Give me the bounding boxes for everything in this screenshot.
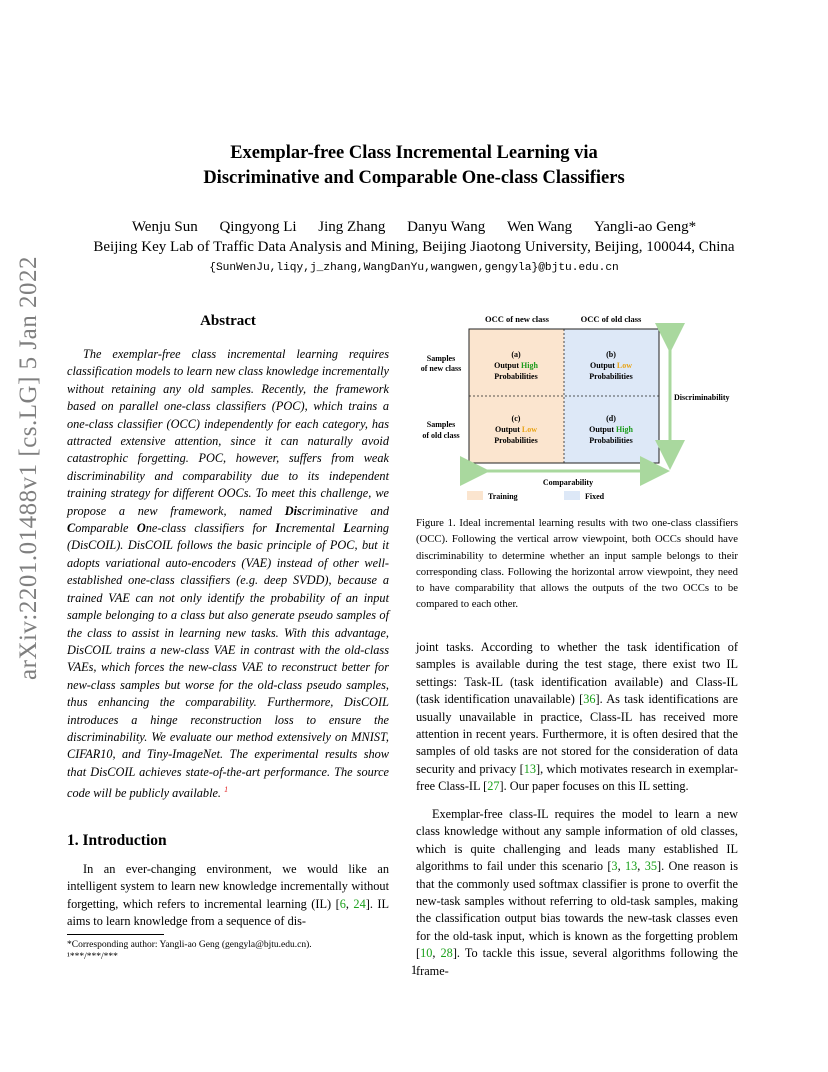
cell-c-prob: Probabilities	[494, 436, 538, 445]
col-header-old: OCC of old class	[580, 314, 642, 324]
cell-a-output: Output High	[494, 361, 538, 370]
name-part: earning	[350, 521, 390, 536]
author: Jing Zhang	[318, 219, 386, 235]
abstract-heading: Abstract	[200, 313, 256, 329]
citation-link[interactable]: 6	[339, 896, 346, 911]
name-bold: Dis	[284, 503, 302, 518]
comparability-label: Comparability	[542, 478, 594, 487]
citation-link[interactable]: 24	[353, 896, 366, 911]
cell-d-output: Output High	[589, 425, 633, 434]
abstract-body	[67, 346, 389, 803]
body-text: ]. One reason is that the commonly used softmax classifier is prone to overfit the new-task samples without referring to old-task samples, making the classification output bias towards the new-task classes even for the old-task input, which is known as the forgetting problem [	[416, 859, 738, 961]
citation-link[interactable]: 10	[420, 946, 433, 961]
right-paragraph-2: Exemplar-free class-IL requires the model to learn a new class knowledge without any sample information of old classes, which is quite challenging and leads many established IL algorithms to fail under this scenario [3, 13, 35]. One reason is that the commonly used softmax classifier is prone to overfit the new-task samples without referring to old-task samples, making the classification output bias towards the new-task classes even for the old-task input, which is known as the forgetting problem [10, 28]. To tackle this issue, several algorithms following the frame-	[416, 807, 738, 978]
right-paragraph-1	[416, 639, 738, 796]
citation-link[interactable]: 28	[440, 946, 453, 961]
author: Qingyong Li	[219, 219, 297, 235]
row-header-new-2: of new class	[420, 364, 462, 373]
body-text: ]. To tackle this issue, several algorithms following the frame-	[416, 946, 738, 978]
name-bold: I	[275, 521, 281, 536]
body-text: ]. As task identifications are usually unavailable in practice, Class-IL has received more attention in recent years. Furthermore, it is often desired that the samples of old tasks are not stored for the consideration of data security and privacy [	[416, 692, 738, 776]
name-part: criminative and	[301, 503, 389, 518]
intro-text: ]. IL aims to learn knowledge from a sequence of dis-	[67, 896, 389, 929]
body-text: joint tasks. According to whether the task identification of samples is available during the test stage, there exist two IL settings: Task-IL (task identification available) and Class-IL (task identification unavailable) [	[416, 640, 738, 707]
row-header-old-2: of old class	[422, 431, 460, 440]
legend-fixed-label: Fixed	[585, 492, 605, 501]
citation-link[interactable]: 35	[644, 859, 658, 874]
col-header-new: OCC of new class	[485, 314, 549, 324]
citation-link[interactable]: 13	[523, 761, 537, 776]
paper-title	[0, 141, 828, 191]
figure-1-caption: Figure 1. Ideal incremental learning results with two one-class classifiers (OCC). Following the vertical arrow viewpoint, both OCCs should have discriminability to determine whether an input sample belongs to their corresponding class. Following the horizontal arrow viewpoint, they need to have comparability that allows the outputs of the two OCCs to be compared to each other.	[416, 517, 738, 611]
name-bold: C	[67, 521, 76, 536]
legend-training-swatch	[467, 491, 483, 500]
legend-training-label: Training	[488, 492, 518, 501]
legend-fixed-swatch	[564, 491, 580, 500]
title-line-2: Discriminative and Comparable One-class Classifiers	[203, 168, 625, 188]
author-list	[0, 219, 828, 236]
discriminability-label: Discriminability	[674, 393, 730, 402]
footnote-code: ¹***/***/***	[67, 952, 118, 962]
intro-heading: 1. Introduction	[67, 832, 167, 849]
citation-link[interactable]: 27	[487, 779, 500, 794]
page-number: 1	[410, 962, 418, 977]
abstract-text-2: (DisCOIL). DisCOIL follows the basic principle of POC, but it adopts variational auto-encoders (VAE) instead of other well-established one-class classifiers (e.g. deep SVDD), because a trained VAE can not only identify the probability of an input sample belonging to a class but also generate pseudo samples of the class to assist in learning new tasks. With this advantage, DisCOIL trains a new-class VAE in contrast with the old-class VAEs, which forces the new-class VAE to reconstruct better for new-class samples but worse for the old-class pseudo samples, thus enhancing the comparability. Furthermore, DisCOIL introduces a hinge reconstruction loss to ensure the discriminability. We evaluate our method extensively on MNIST, CIFAR10, and Tiny-ImageNet. The experimental results show that DisCOIL achieves state-of-the-art performance. The source code will be publicly available.	[67, 538, 389, 801]
cell-d-label: (d)	[606, 414, 616, 423]
footnote-corresponding: *Corresponding author: Yangli-ao Geng (gengyla@bjtu.edu.cn).	[67, 940, 312, 950]
cell-a-prob: Probabilities	[494, 372, 538, 381]
body-text: ]. Our paper focuses on this IL setting.	[499, 779, 689, 794]
author: Danyu Wang	[407, 219, 486, 235]
citation-link[interactable]: 13	[625, 859, 638, 874]
footnote-rule	[67, 934, 164, 935]
name-part: ne-class classifiers for	[145, 521, 276, 536]
abstract-text-1: The exemplar-free class incremental learning requires classification models to learn new class knowledge incrementally without retaining any old samples. Recently, the framework based on parallel one-class classifiers (POC), which trains a one-class classifier (OCC) independently for each category, has attracted extensive attention, since it can naturally avoid catastrophic forgetting. POC, however, suffers from weak discriminability and comparability due to its independent training strategy for different OOCs. To meet this challenge, we propose a new framework, named	[67, 347, 389, 518]
name-bold: L	[343, 521, 351, 536]
row-header-new-1: Samples	[426, 354, 456, 363]
footnote-mark[interactable]: 1	[224, 785, 229, 795]
cell-c-label: (c)	[511, 414, 521, 423]
author: Wen Wang	[506, 219, 573, 235]
body-text: Exemplar-free class-IL requires the model to learn a new class knowledge without any sample information of old classes, which is quite challenging and leads many established IL algorithms to fail under this scenario [	[416, 807, 738, 874]
row-header-old-1: Samples	[426, 420, 456, 429]
cell-c-output: Output Low	[494, 425, 538, 434]
name-part: ncremental	[280, 521, 344, 536]
citation-link[interactable]: 3	[611, 859, 618, 874]
figure-1-diagram	[412, 308, 742, 508]
name-bold: O	[136, 521, 146, 536]
affiliation: Beijing Key Lab of Traffic Data Analysis and Mining, Beijing Jiaotong University, Beijing, 100044, China	[93, 239, 735, 255]
intro-paragraph	[67, 861, 389, 931]
citation-link[interactable]: 36	[583, 692, 596, 707]
cell-a-label: (a)	[511, 350, 521, 359]
arxiv-stamp: arXiv:2201.01488v1 [cs.LG] 5 Jan 2022	[15, 256, 42, 680]
citation-sep: ,	[345, 896, 354, 911]
cell-d-prob: Probabilities	[589, 436, 633, 445]
cell-b-label: (b)	[606, 350, 616, 359]
body-text: ], which motivates research in exemplar-free Class-IL [	[416, 761, 738, 794]
author: Yangli-ao Geng*	[593, 219, 697, 235]
name-part: omparable	[75, 521, 137, 536]
title-line-1: Exemplar-free Class Incremental Learning via	[230, 143, 598, 163]
intro-text: In an ever-changing environment, we would like an intelligent system to learn new knowledge incrementally without forgetting, which refers to incremental learning (IL) [	[67, 862, 389, 911]
author-emails: {SunWenJu,liqy,j_zhang,WangDanYu,wangwen,gengyla}@bjtu.edu.cn	[209, 262, 619, 274]
author: Wenju Sun	[131, 219, 198, 235]
cell-b-prob: Probabilities	[589, 372, 633, 381]
cell-b-output: Output Low	[589, 361, 633, 370]
